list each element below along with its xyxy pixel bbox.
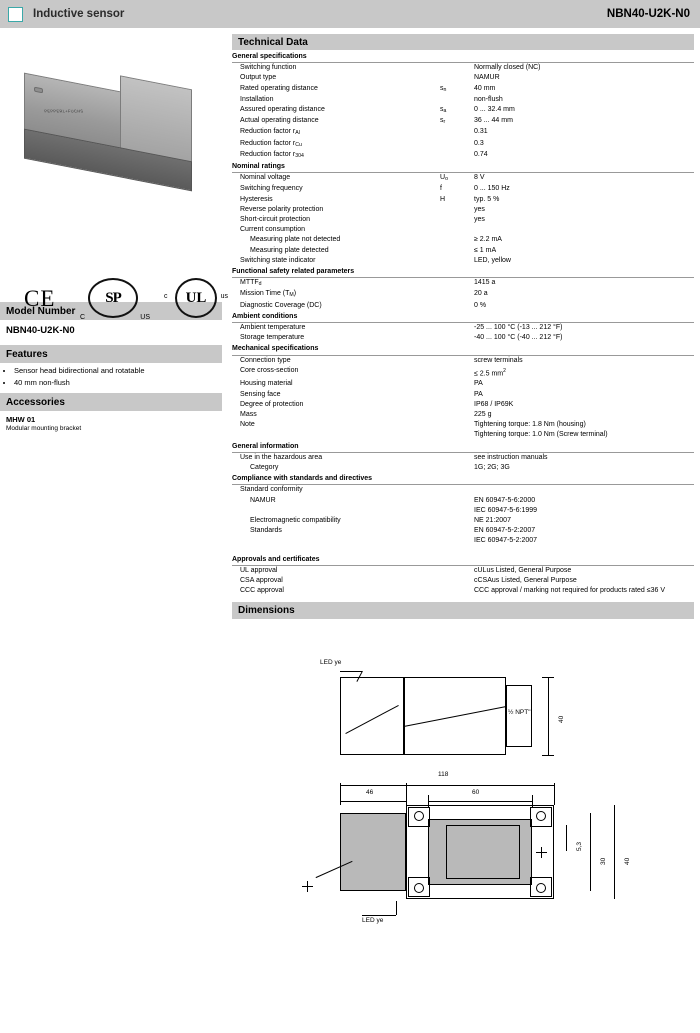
row-symbol — [440, 139, 474, 150]
table-row — [232, 215, 694, 225]
page-header — [0, 0, 700, 28]
row-label: Short-circuit protection — [240, 216, 311, 224]
row-symbol — [440, 485, 474, 496]
list-item: • Sensor head bidirectional and rotatable — [14, 366, 228, 376]
row-label: Nominal voltage — [240, 174, 291, 182]
table-row — [232, 430, 694, 440]
row-symbol — [440, 496, 474, 506]
row-value: cULus Listed, General Purpose — [474, 566, 572, 574]
dimension-drawings — [232, 619, 694, 949]
model-number-heading: Model Number — [0, 302, 222, 320]
led-bottom-leader — [396, 901, 397, 915]
row-label: Sensing face — [240, 390, 281, 398]
table-row — [232, 536, 694, 546]
row-value: non-flush — [474, 95, 503, 103]
row-value: EN 60947-5-6:2000 — [474, 496, 536, 504]
ext-line-1 — [340, 783, 341, 805]
row-value: PA — [474, 380, 483, 388]
width-60-line — [428, 801, 532, 802]
row-symbol: Uo — [440, 174, 448, 183]
row-symbol — [440, 576, 474, 586]
table-row — [232, 173, 694, 185]
height-30-label: 30 — [600, 858, 607, 866]
table-row — [232, 333, 694, 343]
center-mark-left — [302, 881, 313, 892]
row-value: 36 ... 44 mm — [474, 117, 513, 125]
row-symbol — [440, 246, 474, 256]
row-value: -40 ... 100 °C (-40 ... 212 °F) — [474, 334, 563, 342]
table-group-row: Compliance with standards and directives — [232, 473, 694, 485]
row-value: Normally closed (NC) — [474, 64, 541, 72]
width-60-label: 60 — [472, 789, 480, 797]
row-symbol — [440, 63, 474, 74]
table-group-row: Mechanical specifications — [232, 343, 694, 355]
row-label: Storage temperature — [240, 334, 305, 342]
square-outline-icon — [8, 7, 23, 22]
row-value: 0 % — [474, 301, 487, 309]
row-value: ≤ 2.5 $mm^2$ — [474, 367, 506, 378]
row-value: 0.74 — [474, 150, 488, 158]
table-row — [232, 73, 694, 83]
brand-text: PEPPERL+FUCHS — [43, 108, 84, 114]
row-label: Degree of protection — [240, 400, 304, 408]
row-value: see instruction manuals — [474, 453, 548, 461]
width-46-label: 46 — [366, 789, 374, 797]
height-53-label: 5,3 — [576, 842, 583, 852]
row-symbol — [440, 323, 474, 334]
row-value: EN 60947-5-2:2007 — [474, 527, 536, 535]
csa-c-text: C — [80, 314, 86, 321]
row-symbol — [440, 536, 474, 546]
width-118-label: 118 — [438, 771, 449, 779]
ext-line-5 — [554, 783, 555, 805]
row-value: typ. 5 % — [474, 195, 500, 203]
dimensions-heading: Dimensions — [232, 602, 694, 619]
row-value: 0 ... 32.4 mm — [474, 106, 515, 114]
row-value: IP68 / IP69K — [474, 400, 514, 408]
row-value: ≥ 2.2 mA — [474, 236, 502, 244]
height-dim-line-top — [548, 677, 549, 755]
table-row — [232, 301, 694, 311]
row-value: Tightening torque: 1.0 Nm (Screw terminal) — [474, 431, 608, 439]
accessory-name: MHW 01 — [6, 415, 36, 424]
row-symbol — [440, 565, 474, 576]
height-tick-a — [542, 677, 554, 678]
row-value: PA — [474, 390, 483, 398]
product-photo — [6, 34, 221, 244]
table-row — [232, 289, 694, 300]
row-label: Rated operating distance — [240, 84, 318, 92]
table-group-row: General specifications — [232, 51, 694, 63]
row-value: screw terminals — [474, 356, 523, 364]
csa-mark-icon — [80, 278, 150, 322]
row-symbol — [440, 215, 474, 225]
row-symbol — [440, 73, 474, 83]
row-label: CSA approval — [240, 577, 283, 585]
row-symbol: sa — [440, 106, 447, 115]
row-label: Actual operating distance — [240, 117, 319, 125]
row-value — [474, 485, 694, 496]
row-label: Current consumption — [240, 226, 305, 234]
table-row — [232, 278, 694, 290]
row-value: 0.3 — [474, 139, 484, 147]
row-label: Reverse polarity protection — [240, 205, 324, 213]
table-row — [232, 516, 694, 526]
row-label: Core cross-section — [240, 366, 299, 374]
row-value: cCSAus Listed, General Purpose — [474, 577, 577, 585]
table-row — [232, 150, 694, 161]
ul-c-text: c — [164, 293, 168, 300]
row-value: NE 21:2007 — [474, 517, 511, 525]
table-row — [232, 410, 694, 420]
row-symbol — [440, 400, 474, 410]
table-row — [232, 235, 694, 245]
ext-line-4 — [532, 795, 533, 807]
header-model-number: NBN40-U2K-N0 — [606, 8, 690, 20]
table-row — [232, 586, 694, 596]
table-row — [232, 355, 694, 366]
height-30-line — [590, 813, 591, 891]
row-value — [474, 225, 694, 235]
table-group-row: General information — [232, 441, 694, 453]
table-row — [232, 400, 694, 410]
row-symbol: f — [440, 185, 442, 193]
height-40-bottom-line — [614, 805, 615, 899]
led-top-label: LED ye — [320, 659, 342, 667]
row-label: MTTFd — [240, 279, 262, 288]
side-view-head — [340, 677, 404, 755]
table-group-row: Nominal ratings — [232, 161, 694, 173]
row-symbol — [440, 410, 474, 420]
ext-line-2 — [406, 783, 407, 805]
accessories-heading: Accessories — [0, 393, 222, 411]
row-symbol — [440, 452, 474, 463]
row-label: CCC approval — [240, 587, 284, 595]
accessory-description: Modular mounting bracket — [6, 425, 82, 432]
model-number-value: NBN40-U2K-N0 — [6, 325, 75, 336]
table-row — [232, 184, 694, 194]
csa-us-text: US — [140, 314, 150, 321]
table-row — [232, 195, 694, 205]
row-label: Electromagnetic compatibility — [250, 517, 341, 525]
row-label: UL approval — [240, 566, 278, 574]
row-symbol — [440, 225, 474, 235]
features-list — [0, 366, 228, 387]
width-46-line — [340, 801, 406, 802]
table-group-row: Approvals and certificates — [232, 554, 694, 566]
row-label: Reduction factor rCu — [240, 139, 302, 148]
row-symbol — [440, 355, 474, 366]
row-symbol — [440, 506, 474, 516]
row-symbol — [440, 127, 474, 138]
right-column — [232, 34, 694, 949]
led-bottom-label: LED ye — [362, 917, 384, 925]
table-row — [232, 95, 694, 105]
top-view-head — [340, 813, 406, 891]
table-row — [232, 105, 694, 116]
row-label: Housing material — [240, 380, 293, 388]
table-group-row: Functional safety related parameters — [232, 266, 694, 278]
row-value: 8 V — [474, 174, 485, 182]
height-tick-b — [542, 755, 554, 756]
row-label: Hysteresis — [240, 195, 273, 203]
row-label: Connection type — [240, 356, 291, 364]
ce-mark-icon: CE — [24, 286, 56, 311]
table-row — [232, 116, 694, 127]
technical-data-heading: Technical Data — [232, 34, 694, 50]
row-symbol — [440, 420, 474, 430]
table-row — [232, 63, 694, 74]
row-symbol — [440, 301, 474, 311]
row-label: Use in the hazardous area — [240, 453, 323, 461]
row-label: Reduction factor rAl — [240, 128, 300, 137]
row-label: Category — [250, 464, 279, 472]
row-value: yes — [474, 216, 485, 224]
row-symbol — [440, 256, 474, 266]
row-value: CCC approval / marking not required for products rated ≤36 V — [474, 587, 665, 595]
row-label: Measuring plate not detected — [250, 236, 341, 244]
csa-mark-text: SP — [105, 289, 121, 306]
row-symbol — [440, 516, 474, 526]
row-symbol — [440, 333, 474, 343]
row-label: Standard conformity — [240, 486, 303, 494]
row-symbol — [440, 278, 474, 290]
row-value: Tightening torque: 1.8 Nm (housing) — [474, 421, 586, 429]
row-symbol — [440, 586, 474, 596]
row-value: 0.31 — [474, 128, 488, 136]
ul-us-text: us — [220, 293, 228, 300]
ul-mark-text: UL — [185, 289, 207, 306]
table-row — [232, 323, 694, 334]
row-label: Ambient temperature — [240, 324, 306, 332]
height-40-bottom-label: 40 — [624, 858, 631, 866]
row-label: Measuring plate detected — [250, 246, 329, 254]
npt-label: ½ NPT" — [508, 709, 531, 717]
row-label: Switching frequency — [240, 185, 303, 193]
sensor-illustration — [24, 73, 192, 201]
row-label: Note — [240, 421, 255, 429]
table-row — [232, 246, 694, 256]
table-row — [232, 205, 694, 215]
table-row — [232, 379, 694, 389]
table-row — [232, 452, 694, 463]
row-symbol: sn — [440, 84, 447, 93]
table-row — [232, 526, 694, 536]
row-symbol: H — [440, 195, 446, 203]
led-callout-line — [340, 671, 362, 672]
technical-data-table — [232, 51, 694, 596]
row-value: -25 ... 100 °C (-13 ... 212 °F) — [474, 324, 563, 332]
table-group-row: Ambient conditions — [232, 311, 694, 323]
table-row — [232, 565, 694, 576]
row-value: NAMUR — [474, 74, 500, 82]
row-symbol — [440, 95, 474, 105]
ext-line-3 — [428, 795, 429, 807]
features-heading: Features — [0, 345, 222, 363]
row-label: Assured operating distance — [240, 106, 325, 114]
ul-mark-icon — [164, 278, 228, 322]
height-40-top-label: 40 — [558, 716, 565, 724]
row-label: NAMUR — [250, 496, 276, 504]
row-symbol — [440, 526, 474, 536]
row-label: Mission Time (TM) — [240, 290, 297, 299]
row-label: Diagnostic Coverage (DC) — [240, 301, 322, 309]
row-value: LED, yellow — [474, 256, 511, 264]
table-row — [232, 485, 694, 496]
row-symbol — [440, 235, 474, 245]
top-view-window — [446, 825, 520, 879]
table-row — [232, 84, 694, 95]
height-53-line — [566, 825, 567, 851]
table-row — [232, 496, 694, 506]
row-label — [232, 430, 440, 440]
row-label: Standards — [250, 527, 282, 535]
row-symbol — [440, 205, 474, 215]
table-row — [232, 576, 694, 586]
side-view-cable-entry — [506, 685, 532, 747]
row-label — [232, 506, 440, 516]
left-column — [0, 28, 228, 432]
row-label: Output type — [240, 74, 277, 82]
table-row — [232, 256, 694, 266]
row-label: Installation — [240, 95, 274, 103]
row-value: IEC 60947-5-6:1999 — [474, 506, 538, 514]
row-symbol — [440, 390, 474, 400]
row-symbol — [440, 366, 474, 380]
table-row — [232, 366, 694, 380]
led-bottom-line — [362, 915, 396, 916]
row-label: Switching state indicator — [240, 256, 316, 264]
row-symbol — [440, 379, 474, 389]
table-row — [232, 127, 694, 138]
width-118-line — [340, 785, 554, 786]
page-title: Inductive sensor — [33, 8, 125, 20]
center-mark-right — [536, 847, 547, 858]
row-value: ≤ 1 mA — [474, 246, 497, 254]
certification-marks — [20, 276, 228, 324]
table-row — [232, 420, 694, 430]
list-item: • 40 mm non-flush — [14, 378, 228, 388]
row-symbol — [440, 150, 474, 161]
row-value: IEC 60947-5-2:2007 — [474, 537, 538, 545]
row-label: Mass — [240, 411, 257, 419]
row-symbol: sr — [440, 117, 446, 126]
table-row — [232, 139, 694, 150]
row-value: 40 mm — [474, 84, 496, 92]
table-row — [232, 506, 694, 516]
row-symbol — [440, 289, 474, 300]
row-label: Switching function — [240, 64, 297, 72]
row-value: 1415 a — [474, 279, 496, 287]
row-label — [232, 536, 440, 546]
row-value: 1G; 2G; 3G — [474, 464, 510, 472]
row-value: yes — [474, 205, 485, 213]
row-value: 225 g — [474, 411, 492, 419]
row-value: 20 a — [474, 290, 488, 298]
table-row — [232, 463, 694, 473]
row-value: 0 ... 150 Hz — [474, 185, 510, 193]
table-row — [232, 390, 694, 400]
table-row — [232, 225, 694, 235]
row-symbol — [440, 463, 474, 473]
row-symbol — [440, 430, 474, 440]
row-label: Reduction factor r304 — [240, 150, 304, 159]
